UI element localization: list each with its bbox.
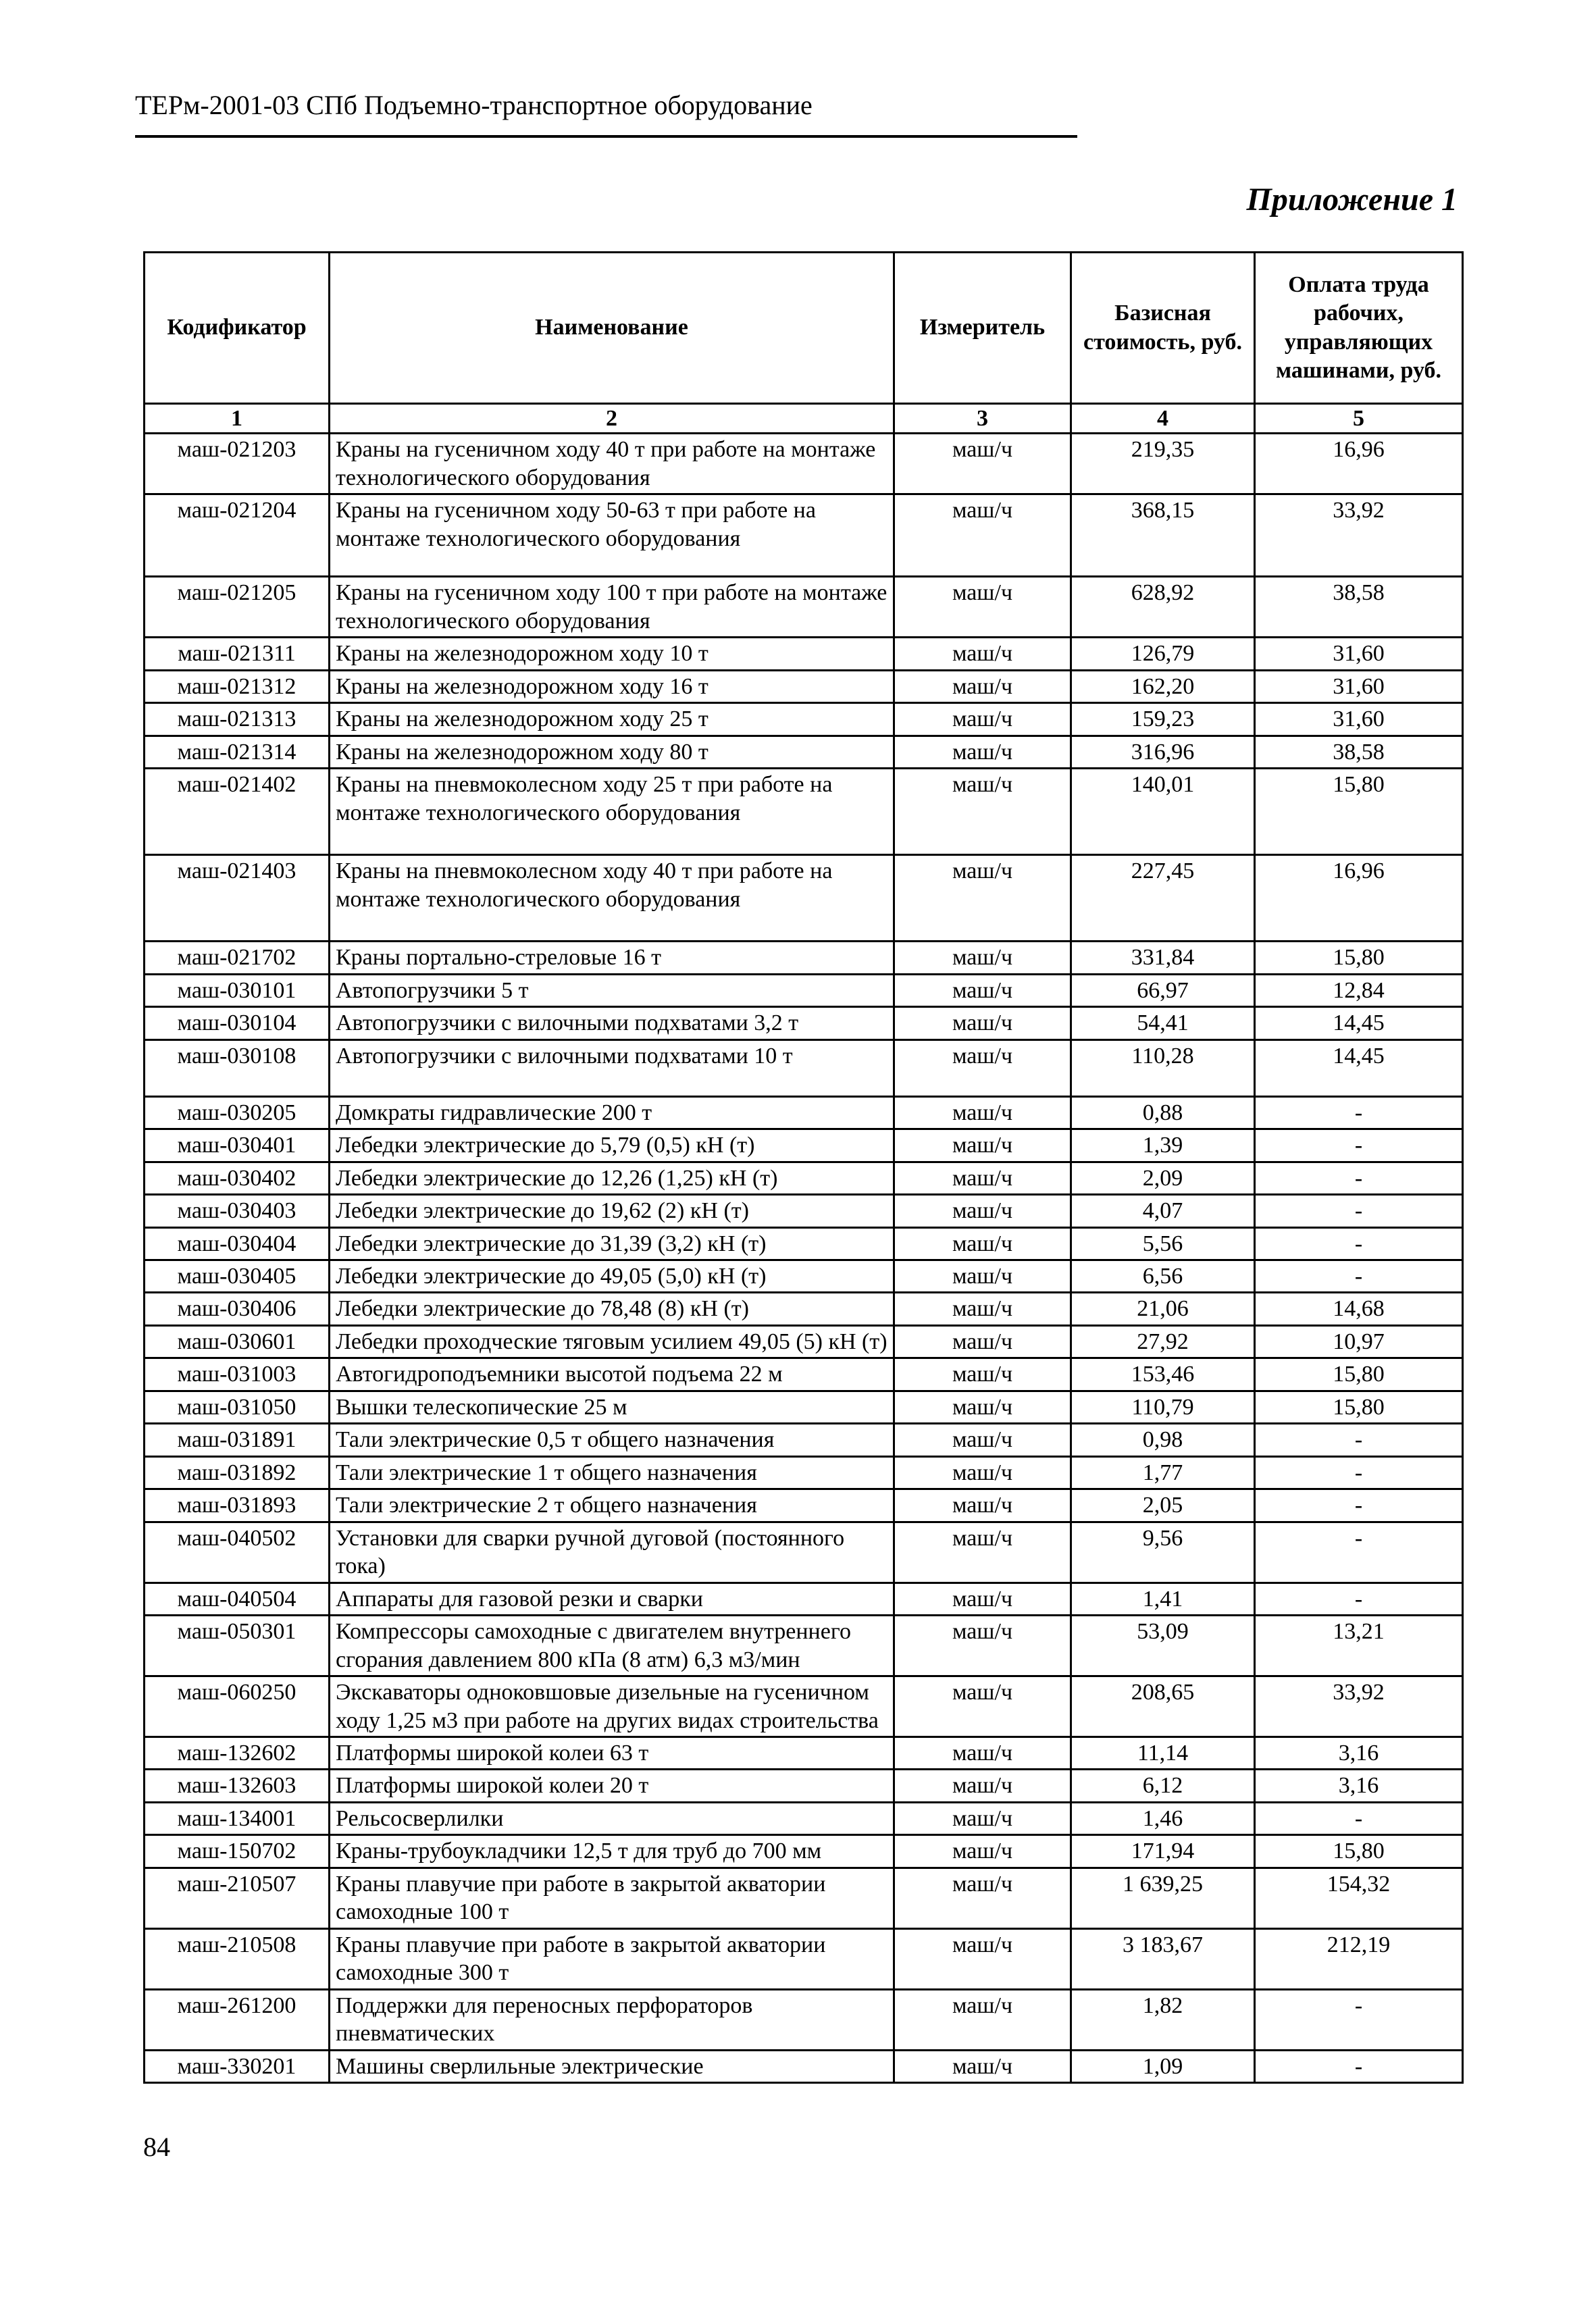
cell-cost: 208,65 xyxy=(1071,1676,1255,1737)
cell-wage: 3,16 xyxy=(1255,1770,1463,1802)
table-row xyxy=(145,1868,1463,1928)
cell-code: маш-050301 xyxy=(145,1616,330,1676)
cell-wage: 15,80 xyxy=(1255,769,1463,855)
cell-code: маш-030104 xyxy=(145,1007,330,1039)
cell-code: маш-040504 xyxy=(145,1583,330,1615)
table-body xyxy=(145,434,1463,2083)
cell-name: Краны на железнодорожном ходу 25 т xyxy=(330,703,894,736)
cell-wage: - xyxy=(1255,1260,1463,1292)
cell-name: Тали электрические 2 т общего назначения xyxy=(330,1489,894,1522)
cell-unit: маш/ч xyxy=(894,1007,1071,1039)
column-header-cost: Базисная стоимость, руб. xyxy=(1071,253,1255,404)
cell-cost: 316,96 xyxy=(1071,736,1255,768)
cell-name: Лебедки электрические до 49,05 (5,0) кН (т) xyxy=(330,1260,894,1292)
cell-name: Лебедки электрические до 78,48 (8) кН (т) xyxy=(330,1293,894,1325)
cell-name: Платформы широкой колеи 20 т xyxy=(330,1770,894,1802)
cell-wage: 14,45 xyxy=(1255,1039,1463,1096)
cell-unit: маш/ч xyxy=(894,1227,1071,1260)
cell-cost: 140,01 xyxy=(1071,769,1255,855)
cell-name: Экскаваторы одноковшовые дизельные на гусеничном ходу 1,25 м3 при работе на других видах строительства xyxy=(330,1676,894,1737)
cell-code: маш-030403 xyxy=(145,1195,330,1227)
cell-wage: 16,96 xyxy=(1255,855,1463,942)
cell-unit: маш/ч xyxy=(894,1676,1071,1737)
cell-name: Вышки телескопические 25 м xyxy=(330,1391,894,1423)
cell-cost: 153,46 xyxy=(1071,1358,1255,1391)
table-row xyxy=(145,434,1463,494)
column-number: 2 xyxy=(330,404,894,434)
cell-wage: 212,19 xyxy=(1255,1928,1463,1989)
table-row xyxy=(145,1162,1463,1194)
cell-name: Автогидроподъемники высотой подъема 22 м xyxy=(330,1358,894,1391)
table-row xyxy=(145,670,1463,702)
cell-cost: 628,92 xyxy=(1071,577,1255,638)
cell-unit: маш/ч xyxy=(894,577,1071,638)
cell-cost: 1,09 xyxy=(1071,2050,1255,2082)
table-header-row xyxy=(145,253,1463,404)
cell-name: Краны на железнодорожном ходу 10 т xyxy=(330,638,894,670)
cell-code: маш-134001 xyxy=(145,1802,330,1834)
cell-unit: маш/ч xyxy=(894,1456,1071,1489)
table-row xyxy=(145,1802,1463,1834)
cell-wage: - xyxy=(1255,1424,1463,1456)
cell-cost: 6,12 xyxy=(1071,1770,1255,1802)
cell-code: маш-030108 xyxy=(145,1039,330,1096)
cell-unit: маш/ч xyxy=(894,434,1071,494)
cell-cost: 53,09 xyxy=(1071,1616,1255,1676)
cell-wage: 15,80 xyxy=(1255,1358,1463,1391)
cell-cost: 0,88 xyxy=(1071,1096,1255,1129)
table-row xyxy=(145,1835,1463,1868)
table-row xyxy=(145,1007,1463,1039)
cell-code: маш-021313 xyxy=(145,703,330,736)
cell-wage: - xyxy=(1255,1489,1463,1522)
table-row xyxy=(145,1325,1463,1358)
cell-wage: 31,60 xyxy=(1255,703,1463,736)
cell-code: маш-210508 xyxy=(145,1928,330,1989)
table-row xyxy=(145,1928,1463,1989)
cell-code: маш-030406 xyxy=(145,1293,330,1325)
cell-unit: маш/ч xyxy=(894,1802,1071,1834)
cell-unit: маш/ч xyxy=(894,1162,1071,1194)
table-row xyxy=(145,1489,1463,1522)
cell-cost: 3 183,67 xyxy=(1071,1928,1255,1989)
cell-code: маш-261200 xyxy=(145,1989,330,2050)
cell-cost: 0,98 xyxy=(1071,1424,1255,1456)
table-row xyxy=(145,1989,1463,2050)
cell-code: маш-021312 xyxy=(145,670,330,702)
cell-cost: 171,94 xyxy=(1071,1835,1255,1868)
cell-wage: - xyxy=(1255,1802,1463,1834)
table-row xyxy=(145,1096,1463,1129)
cell-unit: маш/ч xyxy=(894,1391,1071,1423)
header-divider xyxy=(135,135,1077,138)
cell-unit: маш/ч xyxy=(894,974,1071,1006)
cell-code: маш-021203 xyxy=(145,434,330,494)
cell-cost: 159,23 xyxy=(1071,703,1255,736)
cell-name: Краны плавучие при работе в закрытой акватории самоходные 300 т xyxy=(330,1928,894,1989)
cell-name: Лебедки электрические до 19,62 (2) кН (т) xyxy=(330,1195,894,1227)
cell-unit: маш/ч xyxy=(894,703,1071,736)
column-number: 3 xyxy=(894,404,1071,434)
cell-code: маш-031050 xyxy=(145,1391,330,1423)
table-row xyxy=(145,1039,1463,1096)
cell-cost: 1,46 xyxy=(1071,1802,1255,1834)
cell-cost: 4,07 xyxy=(1071,1195,1255,1227)
cell-cost: 1,41 xyxy=(1071,1583,1255,1615)
cell-cost: 66,97 xyxy=(1071,974,1255,1006)
cell-cost: 1,77 xyxy=(1071,1456,1255,1489)
cell-wage: 15,80 xyxy=(1255,942,1463,974)
cell-unit: маш/ч xyxy=(894,638,1071,670)
cell-name: Автопогрузчики 5 т xyxy=(330,974,894,1006)
table-row xyxy=(145,1195,1463,1227)
column-number: 5 xyxy=(1255,404,1463,434)
cell-code: маш-021204 xyxy=(145,494,330,577)
cell-name: Машины сверлильные электрические xyxy=(330,2050,894,2082)
cell-cost: 1,39 xyxy=(1071,1129,1255,1162)
cell-cost: 1,82 xyxy=(1071,1989,1255,2050)
cell-name: Автопогрузчики с вилочными подхватами 10 т xyxy=(330,1039,894,1096)
cell-code: маш-030205 xyxy=(145,1096,330,1129)
table-row xyxy=(145,1583,1463,1615)
table-row xyxy=(145,1456,1463,1489)
cell-cost: 21,06 xyxy=(1071,1293,1255,1325)
table-row xyxy=(145,1260,1463,1292)
cell-wage: 33,92 xyxy=(1255,1676,1463,1737)
cell-name: Домкраты гидравлические 200 т xyxy=(330,1096,894,1129)
cell-name: Компрессоры самоходные с двигателем внутреннего сгорания давлением 800 кПа (8 атм) 6,3 м3/мин xyxy=(330,1616,894,1676)
cell-name: Установки для сварки ручной дуговой (постоянного тока) xyxy=(330,1522,894,1583)
cell-code: маш-030402 xyxy=(145,1162,330,1194)
cell-wage: 14,45 xyxy=(1255,1007,1463,1039)
table-row xyxy=(145,1227,1463,1260)
cell-wage: - xyxy=(1255,1195,1463,1227)
cell-name: Лебедки электрические до 12,26 (1,25) кН (т) xyxy=(330,1162,894,1194)
cell-code: маш-150702 xyxy=(145,1835,330,1868)
cell-wage: - xyxy=(1255,1989,1463,2050)
cell-code: маш-030401 xyxy=(145,1129,330,1162)
cell-name: Краны на гусеничном ходу 40 т при работе на монтаже технологического оборудования xyxy=(330,434,894,494)
cell-unit: маш/ч xyxy=(894,1583,1071,1615)
column-header-name: Наименование xyxy=(330,253,894,404)
cell-code: маш-031891 xyxy=(145,1424,330,1456)
cell-code: маш-021403 xyxy=(145,855,330,942)
cell-unit: маш/ч xyxy=(894,1096,1071,1129)
document-header: ТЕРм-2001-03 СПб Подъемно-транспортное оборудование xyxy=(135,90,813,120)
cell-name: Лебедки проходческие тяговым усилием 49,05 (5) кН (т) xyxy=(330,1325,894,1358)
table-row xyxy=(145,494,1463,577)
table-row xyxy=(145,2050,1463,2082)
table-row xyxy=(145,1737,1463,1770)
cell-cost: 219,35 xyxy=(1071,434,1255,494)
cell-cost: 227,45 xyxy=(1071,855,1255,942)
cell-wage: 13,21 xyxy=(1255,1616,1463,1676)
table-row xyxy=(145,638,1463,670)
cell-wage: 38,58 xyxy=(1255,577,1463,638)
cell-wage: - xyxy=(1255,1129,1463,1162)
cell-wage: - xyxy=(1255,2050,1463,2082)
cell-unit: маш/ч xyxy=(894,736,1071,768)
table-row xyxy=(145,703,1463,736)
column-number: 1 xyxy=(145,404,330,434)
cell-wage: 31,60 xyxy=(1255,638,1463,670)
cell-wage: - xyxy=(1255,1162,1463,1194)
cell-code: маш-060250 xyxy=(145,1676,330,1737)
cell-wage: 12,84 xyxy=(1255,974,1463,1006)
cell-unit: маш/ч xyxy=(894,1616,1071,1676)
cell-wage: 14,68 xyxy=(1255,1293,1463,1325)
cell-name: Краны портально-стреловые 16 т xyxy=(330,942,894,974)
cell-unit: маш/ч xyxy=(894,670,1071,702)
table-row xyxy=(145,1616,1463,1676)
table-row xyxy=(145,855,1463,942)
cell-unit: маш/ч xyxy=(894,942,1071,974)
cell-unit: маш/ч xyxy=(894,1195,1071,1227)
table-row xyxy=(145,1676,1463,1737)
cell-code: маш-031893 xyxy=(145,1489,330,1522)
cell-wage: 33,92 xyxy=(1255,494,1463,577)
cell-code: маш-021311 xyxy=(145,638,330,670)
cell-code: маш-021205 xyxy=(145,577,330,638)
cell-name: Краны на железнодорожном ходу 80 т xyxy=(330,736,894,768)
page-number: 84 xyxy=(143,2132,170,2162)
cell-cost: 9,56 xyxy=(1071,1522,1255,1583)
cell-cost: 2,09 xyxy=(1071,1162,1255,1194)
cell-wage: - xyxy=(1255,1227,1463,1260)
cell-code: маш-021402 xyxy=(145,769,330,855)
cell-code: маш-132602 xyxy=(145,1737,330,1770)
table-row xyxy=(145,577,1463,638)
cell-code: маш-030601 xyxy=(145,1325,330,1358)
cell-unit: маш/ч xyxy=(894,769,1071,855)
cell-wage: 154,32 xyxy=(1255,1868,1463,1928)
cell-unit: маш/ч xyxy=(894,2050,1071,2082)
cell-code: маш-030101 xyxy=(145,974,330,1006)
cell-cost: 1 639,25 xyxy=(1071,1868,1255,1928)
column-number-row xyxy=(145,404,1463,434)
table-row xyxy=(145,942,1463,974)
cell-name: Краны на пневмоколесном ходу 40 т при работе на монтаже технологического оборудования xyxy=(330,855,894,942)
cell-cost: 162,20 xyxy=(1071,670,1255,702)
cell-unit: маш/ч xyxy=(894,1039,1071,1096)
cell-name: Платформы широкой колеи 63 т xyxy=(330,1737,894,1770)
cell-name: Лебедки электрические до 31,39 (3,2) кН (т) xyxy=(330,1227,894,1260)
cell-cost: 54,41 xyxy=(1071,1007,1255,1039)
cell-code: маш-040502 xyxy=(145,1522,330,1583)
cell-cost: 126,79 xyxy=(1071,638,1255,670)
table-row xyxy=(145,1522,1463,1583)
cell-name: Краны на гусеничном ходу 50-63 т при работе на монтаже технологического оборудования xyxy=(330,494,894,577)
cell-code: маш-132603 xyxy=(145,1770,330,1802)
cell-name: Автопогрузчики с вилочными подхватами 3,2 т xyxy=(330,1007,894,1039)
cell-name: Аппараты для газовой резки и сварки xyxy=(330,1583,894,1615)
cell-name: Краны-трубоукладчики 12,5 т для труб до 700 мм xyxy=(330,1835,894,1868)
cell-unit: маш/ч xyxy=(894,494,1071,577)
cell-code: маш-030405 xyxy=(145,1260,330,1292)
cell-cost: 110,79 xyxy=(1071,1391,1255,1423)
cell-code: маш-330201 xyxy=(145,2050,330,2082)
table-row xyxy=(145,736,1463,768)
cell-name: Тали электрические 1 т общего назначения xyxy=(330,1456,894,1489)
cell-wage: 15,80 xyxy=(1255,1835,1463,1868)
cell-wage: - xyxy=(1255,1456,1463,1489)
cell-unit: маш/ч xyxy=(894,1868,1071,1928)
cell-name: Тали электрические 0,5 т общего назначения xyxy=(330,1424,894,1456)
cell-unit: маш/ч xyxy=(894,1989,1071,2050)
cell-wage: - xyxy=(1255,1522,1463,1583)
cell-unit: маш/ч xyxy=(894,1129,1071,1162)
cell-unit: маш/ч xyxy=(894,1489,1071,1522)
cell-unit: маш/ч xyxy=(894,1928,1071,1989)
cell-wage: 16,96 xyxy=(1255,434,1463,494)
table-row xyxy=(145,1424,1463,1456)
cell-unit: маш/ч xyxy=(894,1325,1071,1358)
cell-code: маш-031003 xyxy=(145,1358,330,1391)
cell-code: маш-021314 xyxy=(145,736,330,768)
cell-cost: 6,56 xyxy=(1071,1260,1255,1292)
table-row xyxy=(145,1391,1463,1423)
cell-code: маш-030404 xyxy=(145,1227,330,1260)
cell-cost: 5,56 xyxy=(1071,1227,1255,1260)
cell-cost: 331,84 xyxy=(1071,942,1255,974)
cell-name: Краны плавучие при работе в закрытой акватории самоходные 100 т xyxy=(330,1868,894,1928)
cell-wage: 31,60 xyxy=(1255,670,1463,702)
column-header-unit: Измеритель xyxy=(894,253,1071,404)
cell-name: Краны на гусеничном ходу 100 т при работе на монтаже технологического оборудования xyxy=(330,577,894,638)
cell-cost: 110,28 xyxy=(1071,1039,1255,1096)
cell-unit: маш/ч xyxy=(894,855,1071,942)
cell-name: Краны на железнодорожном ходу 16 т xyxy=(330,670,894,702)
cell-code: маш-031892 xyxy=(145,1456,330,1489)
cell-cost: 368,15 xyxy=(1071,494,1255,577)
cell-cost: 11,14 xyxy=(1071,1737,1255,1770)
cell-unit: маш/ч xyxy=(894,1835,1071,1868)
cell-name: Краны на пневмоколесном ходу 25 т при работе на монтаже технологического оборудования xyxy=(330,769,894,855)
cell-unit: маш/ч xyxy=(894,1260,1071,1292)
appendix-label: Приложение 1 xyxy=(1246,182,1458,217)
cell-name: Рельсосверлилки xyxy=(330,1802,894,1834)
cell-unit: маш/ч xyxy=(894,1737,1071,1770)
cell-name: Поддержки для переносных перфораторов пневматических xyxy=(330,1989,894,2050)
rates-table xyxy=(143,251,1464,2084)
column-number: 4 xyxy=(1071,404,1255,434)
table-row xyxy=(145,1770,1463,1802)
cell-wage: 10,97 xyxy=(1255,1325,1463,1358)
cell-wage: - xyxy=(1255,1096,1463,1129)
cell-cost: 2,05 xyxy=(1071,1489,1255,1522)
cell-unit: маш/ч xyxy=(894,1424,1071,1456)
cell-code: маш-210507 xyxy=(145,1868,330,1928)
cell-name: Лебедки электрические до 5,79 (0,5) кН (т) xyxy=(330,1129,894,1162)
cell-wage: - xyxy=(1255,1583,1463,1615)
cell-code: маш-021702 xyxy=(145,942,330,974)
cell-unit: маш/ч xyxy=(894,1522,1071,1583)
table-row xyxy=(145,1129,1463,1162)
table-row xyxy=(145,974,1463,1006)
table-row xyxy=(145,1293,1463,1325)
cell-wage: 3,16 xyxy=(1255,1737,1463,1770)
cell-wage: 15,80 xyxy=(1255,1391,1463,1423)
cell-wage: 38,58 xyxy=(1255,736,1463,768)
column-header-wage: Оплата труда рабочих, управляющих машинами, руб. xyxy=(1255,253,1463,404)
cell-unit: маш/ч xyxy=(894,1358,1071,1391)
cell-unit: маш/ч xyxy=(894,1293,1071,1325)
column-header-code: Кодификатор xyxy=(145,253,330,404)
table-row xyxy=(145,1358,1463,1391)
cell-unit: маш/ч xyxy=(894,1770,1071,1802)
cell-cost: 27,92 xyxy=(1071,1325,1255,1358)
table-row xyxy=(145,769,1463,855)
